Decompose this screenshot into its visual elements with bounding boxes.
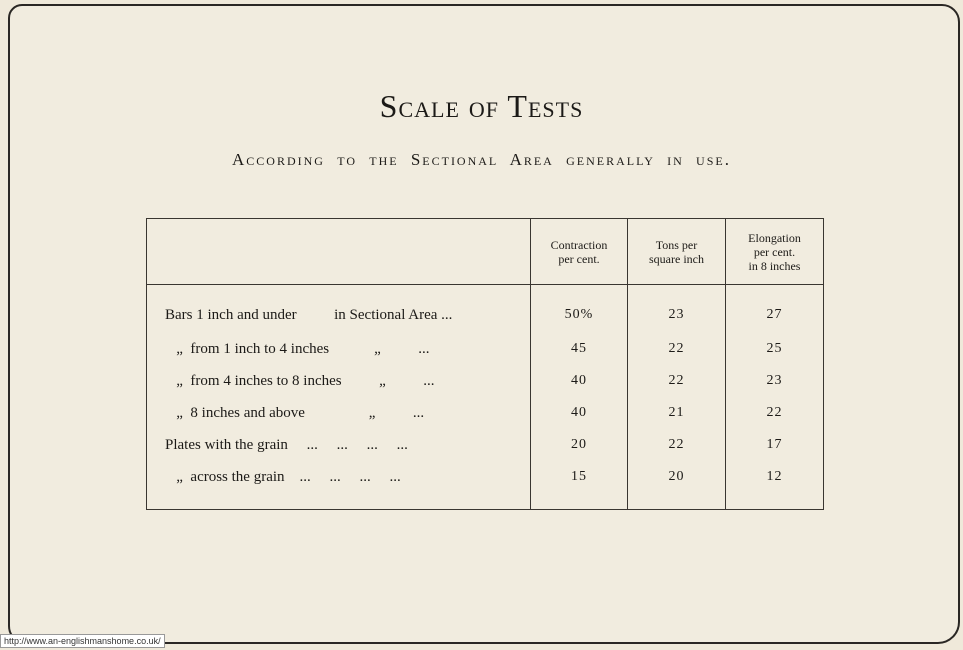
row-label: „ from 4 inches to 8 inches „ ...: [165, 373, 435, 389]
page-title: Scale of Tests: [379, 88, 584, 124]
table-row: [147, 301, 823, 333]
tons-value: 20: [668, 469, 685, 484]
elongation-value: 23: [766, 373, 783, 388]
row-label: „ across the grain ... ... ... ...: [165, 469, 401, 485]
row-label: „ from 1 inch to 4 inches „ ...: [165, 341, 430, 357]
elongation-value: 22: [766, 405, 783, 420]
elongation-value: 25: [766, 341, 783, 356]
table-row: [147, 335, 823, 367]
table-row: [147, 431, 823, 463]
row-label: „ 8 inches and above „ ...: [165, 405, 425, 421]
contraction-value: 15: [571, 469, 587, 484]
tons-value: 21: [668, 405, 685, 420]
contraction-value: 40: [571, 373, 587, 388]
header-tons: Tons per square inch: [649, 237, 704, 266]
page-subtitle: According to the Sectional Area generally in use.: [232, 150, 731, 169]
header-contraction: Contraction per cent.: [550, 237, 608, 266]
tons-value: 23: [668, 307, 685, 322]
tons-value: 22: [668, 341, 685, 356]
table-row: [147, 399, 823, 431]
header-divider: [147, 284, 823, 285]
contraction-value: 50%: [564, 307, 594, 322]
elongation-value: 12: [766, 469, 783, 484]
contraction-value: 40: [571, 405, 587, 420]
table-row: [147, 367, 823, 399]
table-row: [147, 463, 823, 495]
elongation-value: 27: [766, 307, 783, 322]
elongation-value: 17: [766, 437, 783, 452]
tests-table: [146, 218, 824, 510]
contraction-value: 45: [571, 341, 587, 356]
header-elongation: Elongation per cent. in 8 inches: [748, 230, 801, 273]
row-label: Bars 1 inch and under in Sectional Area ...: [165, 307, 453, 323]
tons-value: 22: [668, 373, 685, 388]
contraction-value: 20: [571, 437, 587, 452]
tons-value: 22: [668, 437, 685, 452]
row-label: Plates with the grain ... ... ... ...: [165, 437, 408, 453]
source-url-link[interactable]: http://www.an-englishmanshome.co.uk/: [0, 634, 165, 648]
